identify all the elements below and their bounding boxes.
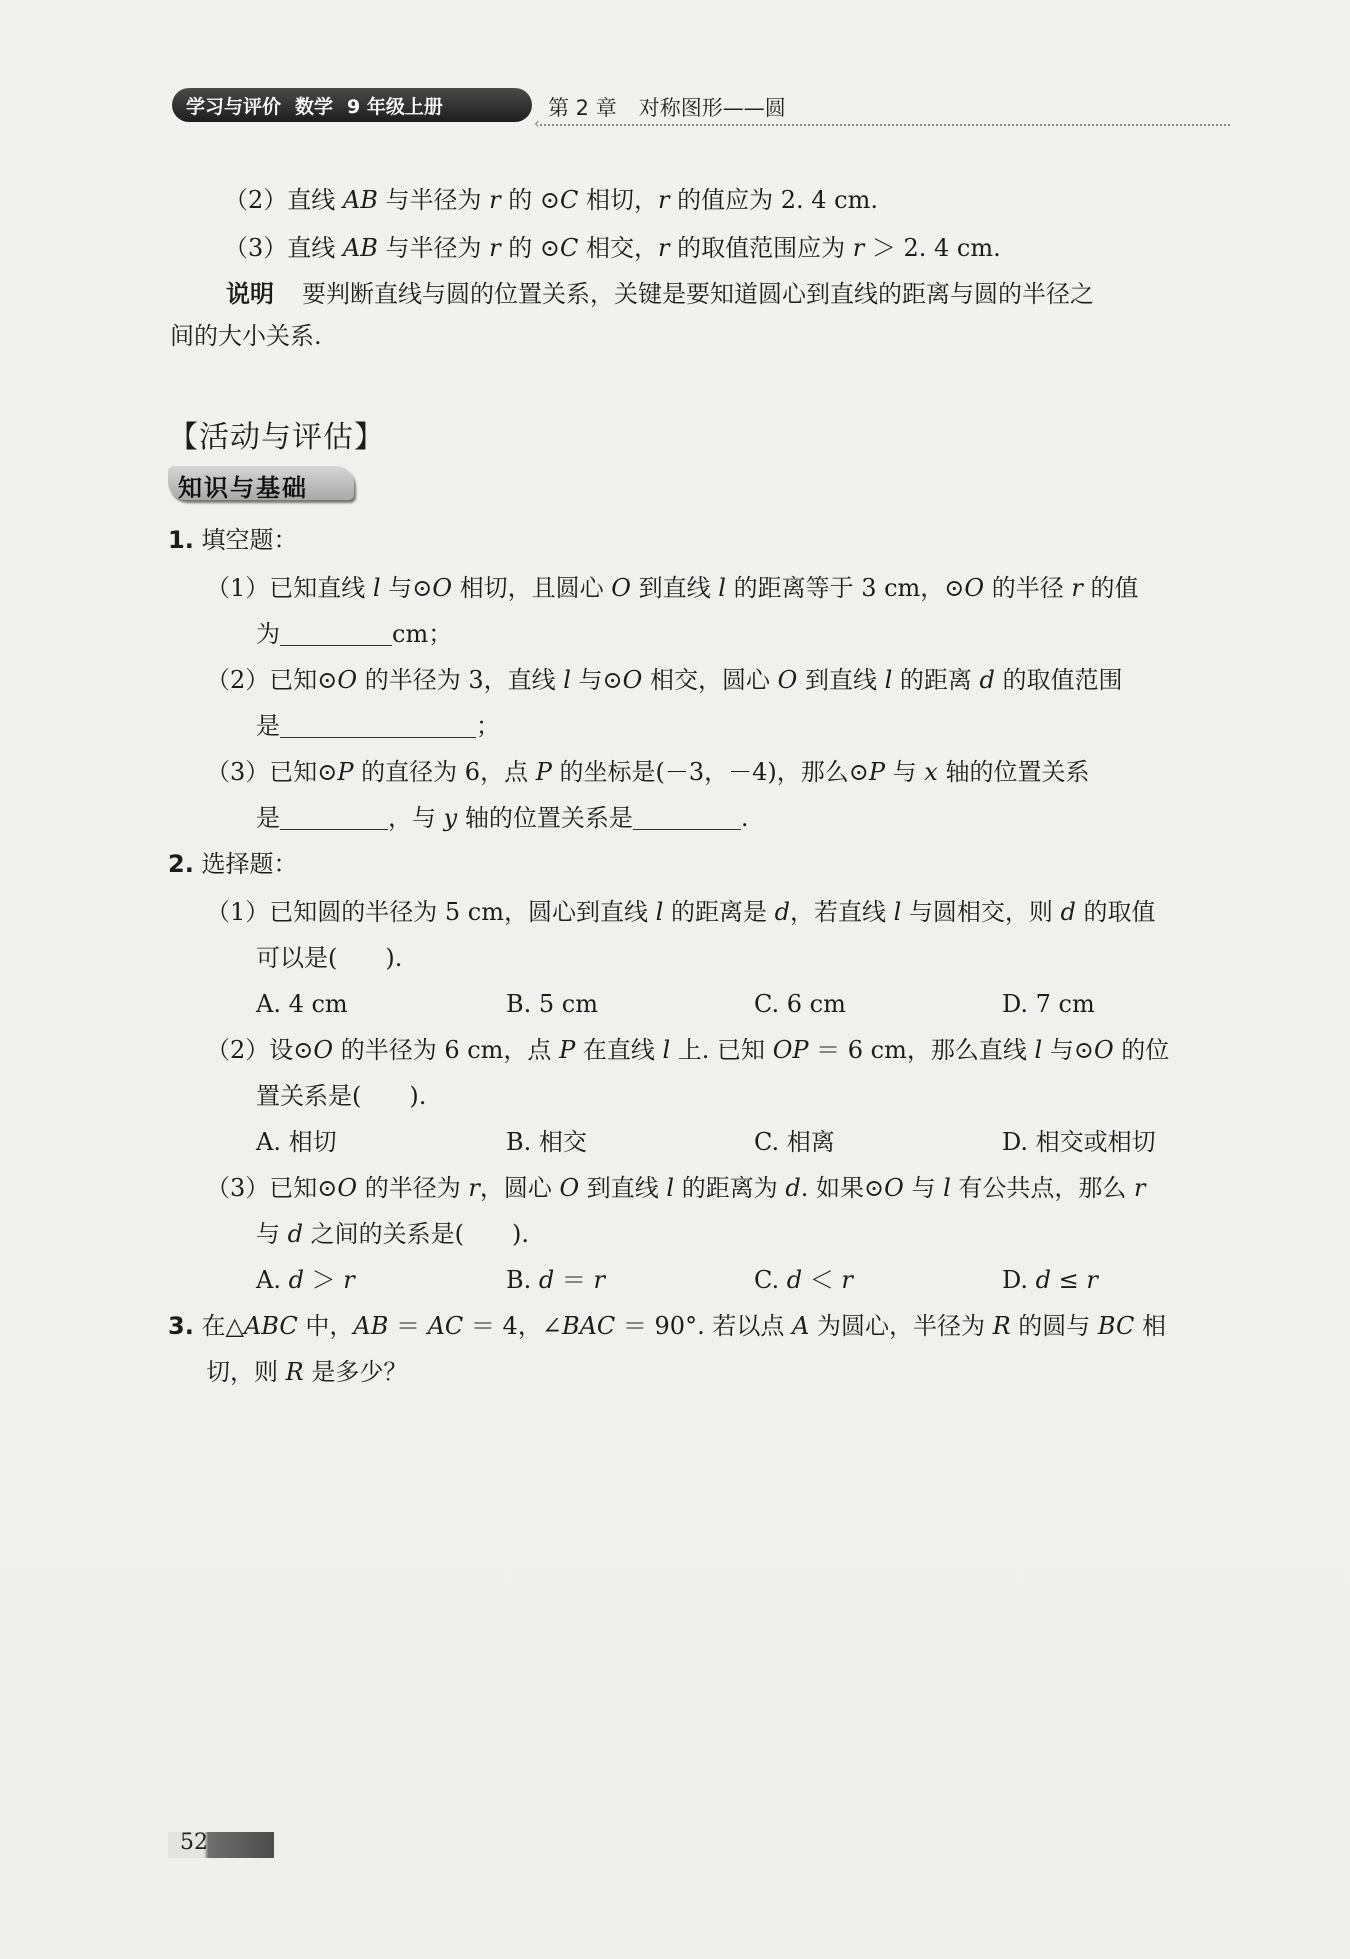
q2-3-line1: [206, 1172, 1146, 1204]
text: cm；: [392, 620, 453, 648]
q2-1-option-a[interactable]: A. 4 cm: [256, 990, 348, 1018]
text: 上. 已知: [670, 1036, 773, 1064]
book-subject: 数学: [295, 95, 334, 118]
q2-2-option-d[interactable]: D. 相交或相切: [1002, 1128, 1156, 1156]
var: l: [718, 574, 726, 602]
q1-3-line2: [256, 802, 748, 834]
text: （1）已知圆的半径为 5 cm，圆心到直线: [206, 898, 656, 926]
q2-3-option-b[interactable]: [506, 1264, 605, 1296]
q2-1-line2: 可以是( ).: [256, 944, 403, 972]
var: l: [893, 898, 902, 926]
var: r: [489, 234, 501, 262]
var: R: [285, 1358, 304, 1386]
text: 的取值范围应为: [669, 234, 853, 262]
var: r: [852, 234, 865, 262]
text: . 如果⊙: [800, 1174, 885, 1202]
text: （1）已知直线: [206, 574, 373, 602]
var: r: [343, 1266, 355, 1294]
chapter-number: 第 2 章: [548, 96, 617, 120]
text: （3）已知⊙: [206, 758, 338, 786]
text: 切，则: [206, 1358, 286, 1386]
text: 与⊙: [570, 666, 623, 694]
text: 的 ⊙: [500, 186, 560, 214]
var: O: [337, 1174, 358, 1202]
var: l: [666, 1174, 675, 1202]
q1-1-line2: [256, 618, 452, 650]
var: d: [538, 1266, 555, 1294]
var: x: [924, 758, 938, 786]
book-series: 学习与评价: [186, 95, 282, 118]
q1-heading: [168, 524, 297, 556]
text: （2）直线: [224, 186, 343, 214]
var: O: [559, 1174, 580, 1202]
text: .: [740, 804, 749, 832]
text: 轴的位置关系: [937, 758, 1090, 786]
q1-1-line1: [206, 572, 1138, 604]
text: ＝ 4，∠: [463, 1312, 562, 1340]
text: 到直线: [630, 574, 719, 602]
text: 与: [256, 1220, 288, 1248]
text: 中，: [297, 1312, 354, 1340]
var: BC: [1097, 1312, 1135, 1340]
var: O: [1093, 1036, 1114, 1064]
var: P: [535, 758, 552, 786]
var: O: [964, 574, 985, 602]
var: d: [786, 1266, 803, 1294]
text: 为圆心，半径为: [809, 1312, 993, 1340]
q-number: 3.: [168, 1312, 194, 1340]
answer-part-2: [224, 184, 878, 216]
text: 的半径为 6 cm，点: [333, 1036, 560, 1064]
q3-line1: [168, 1310, 1166, 1342]
text: 相: [1134, 1312, 1167, 1340]
q1-2-line2: [256, 710, 500, 742]
var: O: [432, 574, 453, 602]
text: 是: [256, 804, 280, 832]
var: r: [1071, 574, 1083, 602]
var: l: [1034, 1036, 1043, 1064]
note-line-1: [226, 278, 1094, 310]
q2-1-option-c[interactable]: C. 6 cm: [754, 990, 846, 1018]
text: 的值: [1082, 574, 1139, 602]
var: O: [777, 666, 798, 694]
var: r: [489, 186, 501, 214]
q2-1-option-d[interactable]: D. 7 cm: [1002, 990, 1095, 1018]
text: 的值应为 2. 4 cm.: [669, 186, 879, 214]
var: l: [655, 898, 664, 926]
text: 与: [885, 758, 925, 786]
var: AB: [342, 234, 378, 262]
var: C: [560, 186, 579, 214]
text: 的 ⊙: [500, 234, 560, 262]
q2-1-option-b[interactable]: B. 5 cm: [506, 990, 598, 1018]
text: A.: [256, 1266, 289, 1294]
q3-line2: [206, 1356, 407, 1388]
text: 在直线: [575, 1036, 663, 1064]
q2-2-option-c[interactable]: C. 相离: [754, 1128, 835, 1156]
q2-3-line2: [256, 1218, 529, 1250]
text: 的半径为: [357, 1174, 469, 1202]
var: O: [622, 666, 643, 694]
text: 的取值范围: [994, 666, 1123, 694]
text: 的位: [1113, 1036, 1170, 1064]
text: 的距离为: [674, 1174, 786, 1202]
section-title: 【活动与评估】: [168, 420, 385, 455]
var: R: [992, 1312, 1011, 1340]
var: l: [884, 666, 893, 694]
q2-2-line1: [206, 1034, 1169, 1066]
text: 到直线: [797, 666, 885, 694]
book-title-banner: [172, 88, 532, 122]
text: 是多少？: [303, 1358, 408, 1386]
text: C.: [754, 1266, 787, 1294]
q2-1-line1: [206, 896, 1156, 928]
var: r: [1086, 1266, 1098, 1294]
chapter-heading: [548, 92, 786, 122]
tag-label: 知识与基础: [178, 474, 308, 502]
answer-blank[interactable]: [280, 623, 392, 646]
text: 是: [256, 712, 280, 740]
var: y: [443, 804, 458, 832]
var: d: [1035, 1266, 1052, 1294]
var: l: [943, 1174, 951, 1202]
text: 之间的关系是( ).: [303, 1220, 529, 1248]
var: l: [563, 666, 571, 694]
q-title: 选择题：: [201, 850, 298, 878]
var: d: [979, 666, 995, 694]
var: l: [372, 574, 381, 602]
text: 与⊙: [380, 574, 433, 602]
var: r: [658, 234, 670, 262]
answer-blank[interactable]: [280, 807, 388, 830]
var: r: [593, 1266, 606, 1294]
text: ＝: [554, 1266, 594, 1294]
var: r: [658, 186, 670, 214]
var: A: [791, 1312, 810, 1340]
var: d: [774, 898, 790, 926]
var: r: [841, 1266, 853, 1294]
text: ，若直线: [789, 898, 894, 926]
var: O: [313, 1036, 334, 1064]
page-number: 52: [180, 1830, 208, 1855]
answer-blank[interactable]: [633, 807, 741, 830]
var: d: [785, 1174, 801, 1202]
q2-3-option-a[interactable]: [256, 1264, 355, 1296]
text: 到直线: [579, 1174, 667, 1202]
text: （3）直线: [224, 234, 343, 262]
var: r: [468, 1174, 480, 1202]
var: d: [1060, 898, 1076, 926]
section-tag: [168, 466, 354, 500]
book-grade: 9 年级上册: [347, 95, 443, 118]
text: ＜: [802, 1266, 842, 1294]
q1-2-line1: [206, 664, 1123, 696]
text: 相交，: [578, 234, 659, 262]
q2-2-option-b[interactable]: B. 相交: [506, 1128, 587, 1156]
text: 的取值: [1075, 898, 1156, 926]
text: （2）设⊙: [206, 1036, 314, 1064]
text: 的半径: [984, 574, 1072, 602]
text: 与⊙: [1042, 1036, 1094, 1064]
text: 的距离等于 3 cm，⊙: [725, 574, 965, 602]
text: 的圆与: [1010, 1312, 1098, 1340]
text: 与: [903, 1174, 944, 1202]
q2-3-option-c[interactable]: [754, 1264, 853, 1296]
text: ；: [476, 712, 500, 740]
q2-2-line2: 置关系是( ).: [256, 1082, 427, 1110]
text: 的距离: [892, 666, 980, 694]
text: （3）已知⊙: [206, 1174, 338, 1202]
var: ABC: [243, 1312, 298, 1340]
text: D.: [1002, 1266, 1036, 1294]
q2-heading: [168, 848, 297, 880]
text: ＝ 90°. 若以点: [615, 1312, 792, 1340]
text: 的距离是: [663, 898, 775, 926]
var: l: [662, 1036, 671, 1064]
note-label: 说明: [226, 280, 274, 308]
text: ，与: [388, 804, 444, 832]
q-number: 1.: [168, 526, 194, 554]
var: AC: [427, 1312, 464, 1340]
q2-2-option-a[interactable]: A. 相切: [256, 1128, 337, 1156]
header-divider: [540, 124, 1230, 126]
text: 的半径为 3，直线: [357, 666, 564, 694]
chapter-title: 对称图形——圆: [638, 96, 786, 120]
text: B.: [506, 1266, 539, 1294]
var: d: [288, 1266, 304, 1294]
text: 相切，且圆心: [452, 574, 612, 602]
var: O: [337, 666, 358, 694]
note-text: 要判断直线与圆的位置关系，关键是要知道圆心到直线的距离与圆的半径之: [302, 280, 1094, 308]
q-number: 2.: [168, 850, 194, 878]
text: 的直径为 6，点: [353, 758, 536, 786]
text: ＞: [303, 1266, 344, 1294]
q2-3-option-d[interactable]: [1002, 1264, 1098, 1296]
var: OP: [772, 1036, 809, 1064]
var: P: [337, 758, 354, 786]
var: d: [287, 1220, 304, 1248]
q-title: 填空题：: [201, 526, 298, 554]
text: ＝: [388, 1312, 428, 1340]
var: C: [560, 234, 579, 262]
var: P: [868, 758, 886, 786]
var: O: [611, 574, 631, 602]
q1-3-line1: [206, 756, 1089, 788]
answer-part-3: [224, 232, 1001, 264]
var: BAC: [561, 1312, 616, 1340]
text: 与圆相交，则: [901, 898, 1061, 926]
var: P: [559, 1036, 576, 1064]
text: 与半径为: [377, 186, 490, 214]
var: AB: [342, 186, 378, 214]
note-line-2: 间的大小关系.: [170, 322, 322, 350]
text: 相交，圆心: [642, 666, 778, 694]
text: 相切，: [578, 186, 659, 214]
text: ＝ 6 cm，那么直线: [808, 1036, 1035, 1064]
text: （2）已知⊙: [206, 666, 338, 694]
text: 轴的位置关系是: [457, 804, 633, 832]
answer-blank[interactable]: [280, 715, 476, 738]
text: ，圆心: [479, 1174, 560, 1202]
text: 的坐标是(－3，－4)，那么⊙: [551, 758, 869, 786]
text: 有公共点，那么: [950, 1174, 1135, 1202]
text: ≤: [1051, 1266, 1087, 1294]
text: 在△: [201, 1312, 244, 1340]
text: 与半径为: [377, 234, 490, 262]
header-arrow-icon: ‹: [534, 116, 540, 132]
var: AB: [353, 1312, 389, 1340]
text: 为: [256, 620, 280, 648]
var: r: [1134, 1174, 1146, 1202]
var: O: [884, 1174, 904, 1202]
text: ＞ 2. 4 cm.: [864, 234, 1001, 262]
